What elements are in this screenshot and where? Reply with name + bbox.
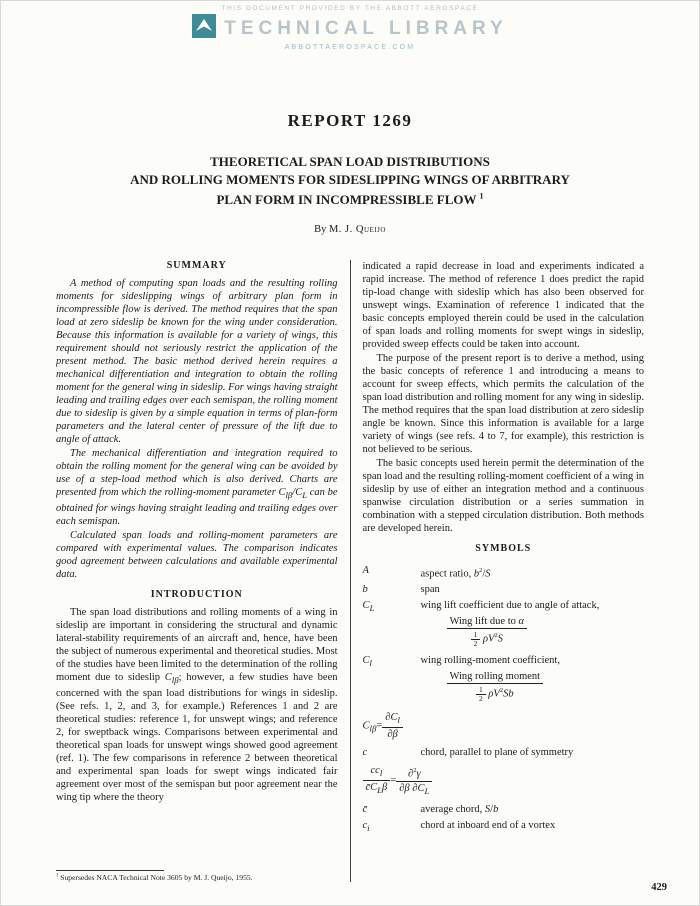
symbol-equation: $\frac{cc_l}{c̄C_L\beta}$ = $\frac{\partial^2\gamma}{\partial\beta \partial C_L}$ [363,764,645,798]
report-title-line3: PLAN FORM IN INCOMPRESSIBLE FLOW $^1$ [216,192,484,208]
symbol: $C_l$ [362,655,372,669]
report-title [51,153,649,209]
byline [1,224,699,235]
introduction-heading: INTRODUCTION [150,588,243,600]
summary-heading: SUMMARY [166,259,227,271]
banner-title: TECHNICAL LIBRARY [224,17,508,39]
byline-by: By [314,223,327,235]
abbott-aerospace-logo-icon [192,14,216,43]
report-title-line2: AND ROLLING MOMENTS FOR SIDESLIPPING WINGS OF ARBITRARY [130,171,570,187]
symbol-row [363,654,645,706]
symbols-heading: SYMBOLS [475,542,532,554]
symbols-list [363,564,645,838]
footnote-text: $^1$ Supersedes NACA Technical Note 3605 by M. J. Queijo, 1955. [56,872,253,882]
banner-provided-text: THIS DOCUMENT PROVIDED BY THE ABBOTT AEROSPACE [221,5,479,12]
two-column-body [56,260,644,882]
symbol-definition: chord, parallel to plane of symmetry [420,747,574,759]
symbol: $C_L$ [362,600,375,614]
summary-paragraph-2: The mechanical differentiation and integration required to obtain the rolling moment for the general wing can be avoided by use of a step-load method which is also derived. Charts are presented from which the rolling-moment parameter $C_{l\beta}/C_L$ can be obtained for wings having straight leading and trailing edges over each semispan. [56,447,338,527]
page-number: 429 [651,882,667,893]
symbol-row [363,746,645,759]
symbol-row [363,583,645,596]
byline-author: M. J. Queijo [328,223,386,235]
body-paragraph-2: The purpose of the present report is to derive a method, using the basic concepts of reference 1 and introducing a means to account for sweep effects, which permits the calculation of the span load distribution and rolling moment for any wing in sideslip. The method requires that the span load distribution at zero sideslip angle be known. Since this information is available for a large variety of wings (see refs. 4 to 7, for example), this restriction is not believed to be serious. [362,352,644,455]
symbol-definition: wing lift coefficient due to angle of attack, Wing lift due to α $\frac{1}{2}$ $\rho V^2S$ [420,600,600,648]
right-column [351,260,645,882]
symbol-definition: aspect ratio, $b^2/S$ [420,566,491,580]
body-paragraph-continued: indicated a rapid decrease in load and experiments indicated a rapid increase. The method of reference 1 does predict the rapid tip-load change with sideslip which has also been observed for unswept wings. Examination of reference 1 indicated that the basic concepts employed therein could be used in the calculation of span loads and rolling moments for swept wings in sideslip, provided sweep effects could be taken into account. [362,260,644,350]
symbol-definition: wing rolling-moment coefficient, Wing rolling moment $\frac{1}{2}$ $\rho V^2Sb$ [420,655,560,703]
symbol: c̄ [362,803,368,815]
symbol: $c_i$ [362,819,370,833]
symbol-definition: chord at inboard end of a vortex [420,819,556,831]
symbol-definition: average chord, S/b [420,803,499,815]
symbol: c [362,747,368,759]
introduction-paragraph-1: The span load distributions and rolling moments of a wing in sideslip are important in considering the structural and dynamic lateral-stability requirements of an aircraft and, hence, have been the subject of numerous experimental and theoretical studies. Most of the studies have been limited to the determination of the rolling moment due to sideslip $C_{l\beta}$; however, a few studies have been concerned with the span load distributions for wings in sideslip. (See refs. 1, 2, and 3, for example.) References 1 and 2 are theoretical studies: reference 1, for unswept wings; and reference 2, for sweptback wings. Comparisons between experimental and theoretical span loads for unswept wings showed good agreement (ref. 1). The few comparisons in reference 2 between theoretical and experimental span loads for swept wings indicated fair agreement over most of the semispan but poor agreement near the wing tip where the theory [56,606,338,804]
footnote [56,864,338,882]
symbol: b [362,584,368,596]
summary-paragraph-3: Calculated span loads and rolling-moment parameters are compared with experimental values. The comparison indicates good agreement between calculations and available experimental data. [56,529,338,580]
symbol-row [363,599,645,651]
summary-paragraph-1: A method of computing span loads and the resulting rolling moments for sideslipping wings of arbitrary plan form in incompressible flow is derived. The method requires that the span load at zero sideslip be known for the wing under consideration. Because this information is available for a variety of wings, this requirement should not seriously restrict the application of the present method. The basic method derived herein requires a mechanical differentiation and integration to obtain the rolling moment for the general wing in sideslip. For wings having straight leading and trailing edges over each semispan, the rolling moment due to sideslip is given by a simple equation in terms of plan-form parameters and the lateral center of pressure of the lift due to angle of attack. [56,277,338,445]
library-banner [1,1,699,51]
left-column [56,260,350,882]
symbol-row [363,803,645,816]
body-paragraph-3: The basic concepts used herein permit the determination of the span load and the resulting rolling-moment coefficient of a wing in sideslip by use of either an integration method and a continuous spanwise circulation distribution or a series summation in combination with a stepped circulation distribution. Both methods are developed herein. [362,457,644,534]
symbol: A [362,564,369,576]
symbol-row [363,564,645,581]
symbol-row [363,819,645,835]
report-title-line1: THEORETICAL SPAN LOAD DISTRIBUTIONS [210,154,490,169]
banner-url: ABBOTTAEROSPACE.COM [284,44,416,51]
symbol-definition: span [420,584,440,596]
symbol-equation: $C_{l\beta}=$ $\frac{\partial C_l}{\partial\beta}$ [363,711,645,741]
report-number: REPORT 1269 [287,111,413,130]
footnote-rule [56,870,164,871]
